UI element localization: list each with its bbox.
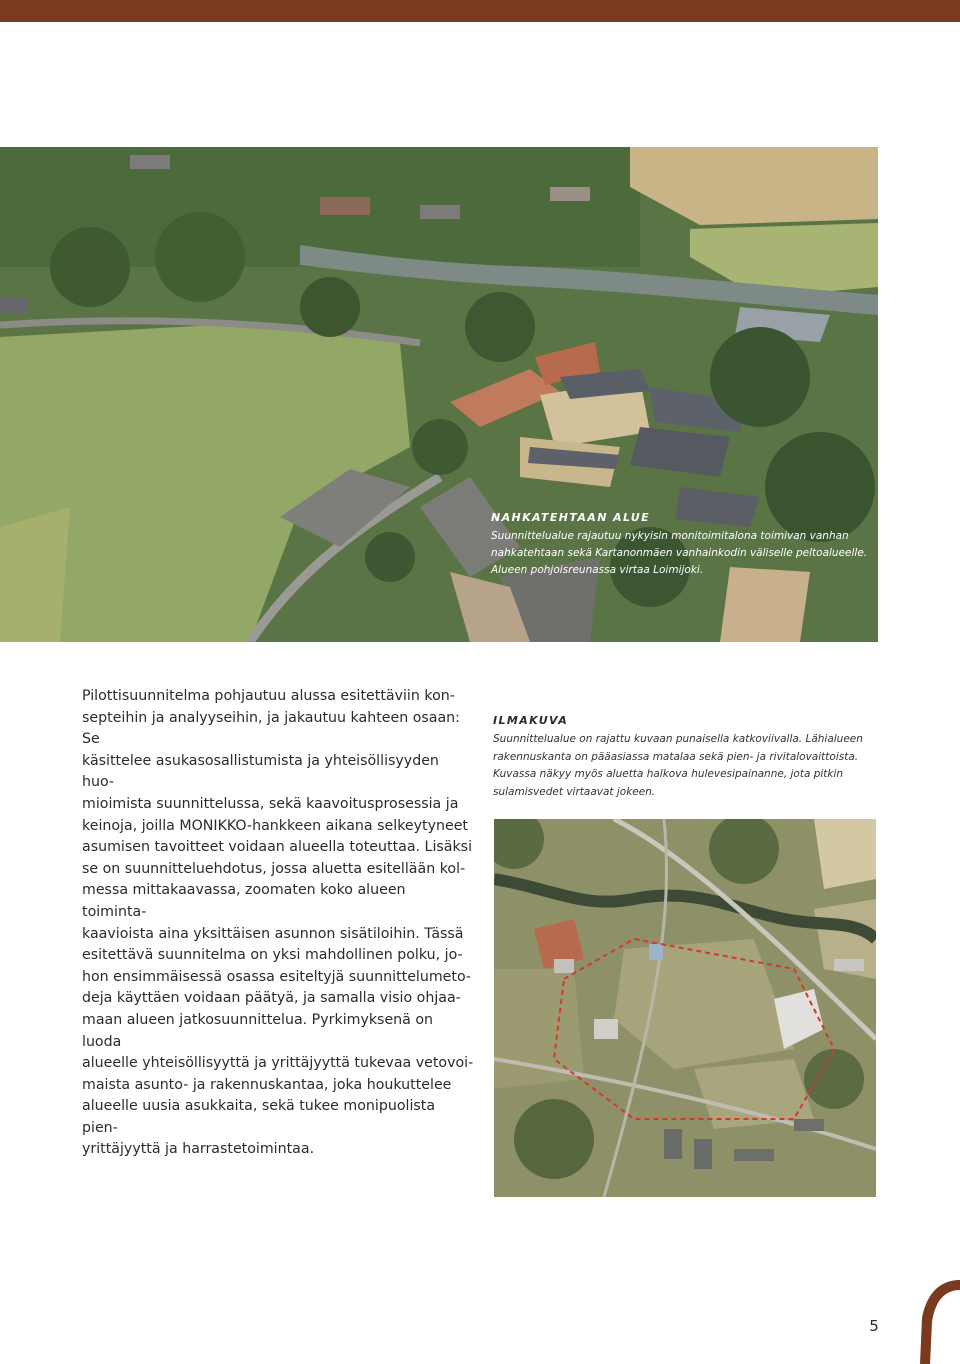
aerial-photo-caption-text: Suunnittelualue rajautuu nykyisin monitoimitalona toimivan vanhan nahkatehtaan sekä Kartanonmäen vanhainkodin väliselle peltoalueelle. Alueen pohjoisreunassa virtaa Loimijoki.	[491, 530, 868, 576]
top-color-bar	[0, 0, 960, 22]
aerial-photo-caption-title: NAHKATEHTAAN ALUE	[491, 511, 651, 524]
page-corner-accent	[912, 1278, 960, 1364]
aerial-photo-caption	[491, 511, 871, 579]
main-body-paragraph: Pilottisuunnitelma pohjautuu alussa esitettäviin kon- septeihin ja analyyseihin, ja jakautuu kahteen osaan: Se käsittelee asukasosallistumista ja yhteisöllisyyden huo- mioimista suunnittelussa, sekä kaavoitusprosessia ja keinoja, joilla MONIKKO-hankkeen aikana selkeytyneet asumisen tavoitteet voidaan alueella toteuttaa. Lisäksi se on suunnitteluehdotus, jossa aluetta esitellään kol- messa mittakaavassa, zoomaten koko alueen toiminta- kaavioista aina yksittäisen asunnon sisätiloihin. Tässä esitettävä suunnitelma on yksi mahdollinen polku, jo- hon ensimmäisessä osassa esiteltyjä suunnittelumeto- deja käyttäen voidaan päätyä, ja samalla visio ohjaa- maan alueen jatkosuunnittelua. Pyrkimyksenä on luoda alueelle yhteisöllisyyttä ja yrittäjyyttä tukevaa vetovoi- maista asunto- ja rakennuskantaa, joka houkuttelee alueelle uusia asukkaita, sekä tukee monipuolista pien- yrittäjyyttä ja harrastetoimintaa.	[82, 688, 474, 1158]
orthophoto-illustration	[494, 819, 876, 1197]
orthophoto-caption-text: Suunnittelualue on rajattu kuvaan punaisella katkoviivalla. Lähialueen rakennuskanta on pääasiassa matalaa sekä pien- ja rivitalovaittoista. Kuvassa näkyy myös aluetta halkova hulevesipainanne, jota pitkin sulamisvedet virtaavat jokeen.	[493, 733, 863, 798]
page-number: 5	[869, 1317, 879, 1335]
orthophoto-caption-title: ILMAKUVA	[493, 714, 569, 727]
orthophoto-caption	[493, 714, 873, 801]
orthophoto-map	[494, 819, 876, 1197]
